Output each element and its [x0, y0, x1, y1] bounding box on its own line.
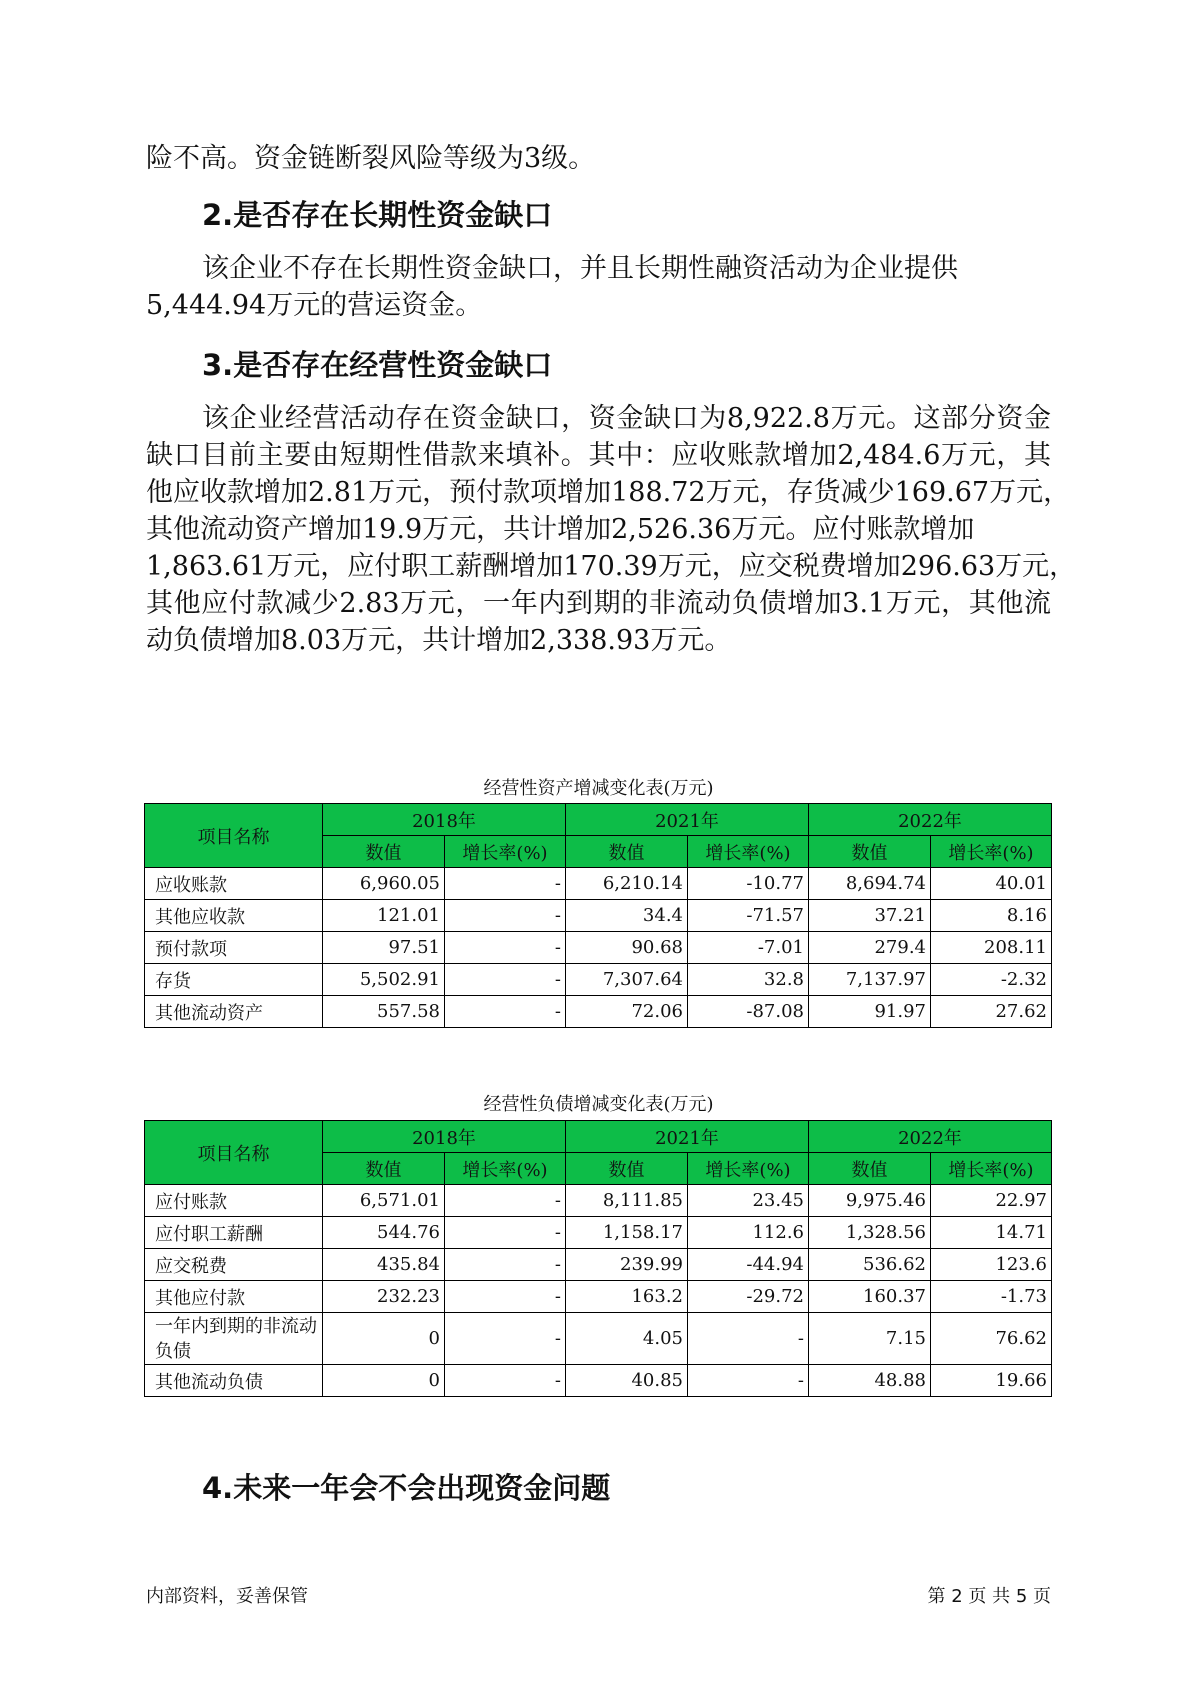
table-row — [145, 932, 1052, 964]
row-name: 一年内到期的非流动负债 — [145, 1313, 323, 1365]
row-name: 存货 — [145, 964, 323, 996]
cell-growth: 14.71 — [931, 1217, 1052, 1249]
header-value: 数值 — [566, 836, 688, 868]
cell-growth: - — [445, 932, 566, 964]
paragraph-line: 缺口目前主要由短期性借款来填补。其中：应收账款增加2,484.6万元，其 — [146, 440, 1051, 471]
cell-growth: 76.62 — [931, 1313, 1052, 1365]
cell-value: 37.21 — [809, 900, 931, 932]
cell-value: 435.84 — [323, 1249, 445, 1281]
cell-growth: -7.01 — [688, 932, 809, 964]
cell-value: 97.51 — [323, 932, 445, 964]
cell-value: 7,137.97 — [809, 964, 931, 996]
paragraph-line: 险不高。资金链断裂风险等级为3级。 — [146, 143, 596, 174]
section-heading-2: 2.是否存在长期性资金缺口 — [202, 198, 553, 232]
row-name: 其他流动资产 — [145, 996, 323, 1028]
cell-value: 6,210.14 — [566, 868, 688, 900]
header-year: 2021年 — [566, 804, 809, 836]
row-name: 预付款项 — [145, 932, 323, 964]
header-growth-rate: 增长率(%) — [931, 836, 1052, 868]
cell-value: 6,960.05 — [323, 868, 445, 900]
header-value: 数值 — [566, 1153, 688, 1185]
cell-growth: -10.77 — [688, 868, 809, 900]
cell-growth: - — [445, 1365, 566, 1397]
header-value: 数值 — [809, 1153, 931, 1185]
cell-value: 72.06 — [566, 996, 688, 1028]
paragraph-line: 其他流动资产增加19.9万元，共计增加2,526.36万元。应付账款增加 — [146, 514, 975, 545]
cell-value: 121.01 — [323, 900, 445, 932]
row-name: 应收账款 — [145, 868, 323, 900]
cell-value: 6,571.01 — [323, 1185, 445, 1217]
cell-growth: - — [445, 1281, 566, 1313]
cell-growth: -2.32 — [931, 964, 1052, 996]
header-growth-rate: 增长率(%) — [445, 1153, 566, 1185]
cell-value: 239.99 — [566, 1249, 688, 1281]
cell-growth: 8.16 — [931, 900, 1052, 932]
table-row — [145, 1185, 1052, 1217]
cell-value: 34.4 — [566, 900, 688, 932]
cell-growth: 32.8 — [688, 964, 809, 996]
cell-growth: -29.72 — [688, 1281, 809, 1313]
cell-growth: - — [445, 964, 566, 996]
cell-value: 9,975.46 — [809, 1185, 931, 1217]
header-year: 2021年 — [566, 1121, 809, 1153]
table-row — [145, 1281, 1052, 1313]
paragraph-line: 该企业不存在长期性资金缺口，并且长期性融资活动为企业提供 — [202, 253, 958, 284]
header-item-name: 项目名称 — [145, 1121, 323, 1185]
header-year: 2018年 — [323, 1121, 566, 1153]
paragraph-line: 动负债增加8.03万元，共计增加2,338.93万元。 — [146, 625, 732, 656]
table-row — [145, 900, 1052, 932]
asset-table-caption: 经营性资产增减变化表(万元) — [483, 778, 714, 799]
footer-confidential-note: 内部资料，妥善保管 — [146, 1586, 308, 1607]
table-row — [145, 1249, 1052, 1281]
paragraph-line: 该企业经营活动存在资金缺口，资金缺口为8,922.8万元。这部分资金 — [202, 403, 1051, 434]
cell-growth: - — [445, 1249, 566, 1281]
row-name: 应付账款 — [145, 1185, 323, 1217]
table-row — [145, 964, 1052, 996]
cell-growth: 23.45 — [688, 1185, 809, 1217]
cell-growth: -1.73 — [931, 1281, 1052, 1313]
footer-page-number: 第 2 页 共 5 页 — [927, 1586, 1051, 1607]
paragraph-line: 他应收款增加2.81万元，预付款项增加188.72万元，存货减少169.67万元， — [146, 477, 1071, 508]
cell-value: 1,158.17 — [566, 1217, 688, 1249]
header-year: 2022年 — [809, 804, 1052, 836]
cell-value: 8,694.74 — [809, 868, 931, 900]
continued-paragraph — [146, 140, 1051, 177]
cell-growth: 123.6 — [931, 1249, 1052, 1281]
cell-growth: - — [445, 900, 566, 932]
paragraph-line: 5,444.94万元的营运资金。 — [146, 290, 483, 321]
cell-value: 91.97 — [809, 996, 931, 1028]
cell-value: 557.58 — [323, 996, 445, 1028]
header-growth-rate: 增长率(%) — [688, 1153, 809, 1185]
cell-value: 1,328.56 — [809, 1217, 931, 1249]
table-row — [145, 1365, 1052, 1397]
cell-value: 7,307.64 — [566, 964, 688, 996]
table-row — [145, 996, 1052, 1028]
header-year: 2018年 — [323, 804, 566, 836]
cell-growth: - — [445, 1217, 566, 1249]
cell-growth: -71.57 — [688, 900, 809, 932]
cell-value: 160.37 — [809, 1281, 931, 1313]
header-growth-rate: 增长率(%) — [688, 836, 809, 868]
cell-growth: - — [445, 1185, 566, 1217]
cell-value: 7.15 — [809, 1313, 931, 1365]
asset-change-table — [144, 803, 1052, 1028]
header-year: 2022年 — [809, 1121, 1052, 1153]
cell-growth: 19.66 — [931, 1365, 1052, 1397]
row-name: 其他流动负债 — [145, 1365, 323, 1397]
cell-growth: 27.62 — [931, 996, 1052, 1028]
cell-growth: -44.94 — [688, 1249, 809, 1281]
header-growth-rate: 增长率(%) — [931, 1153, 1052, 1185]
header-value: 数值 — [323, 836, 445, 868]
cell-growth: 112.6 — [688, 1217, 809, 1249]
cell-value: 544.76 — [323, 1217, 445, 1249]
header-item-name: 项目名称 — [145, 804, 323, 868]
row-name: 应交税费 — [145, 1249, 323, 1281]
cell-value: 90.68 — [566, 932, 688, 964]
liability-change-table — [144, 1120, 1052, 1397]
table-row — [145, 1217, 1052, 1249]
section-heading-3: 3.是否存在经营性资金缺口 — [202, 348, 553, 382]
cell-growth: - — [445, 1313, 566, 1365]
cell-growth: - — [445, 996, 566, 1028]
liability-table-caption: 经营性负债增减变化表(万元) — [483, 1094, 714, 1115]
cell-value: 48.88 — [809, 1365, 931, 1397]
cell-growth: -87.08 — [688, 996, 809, 1028]
cell-value: 5,502.91 — [323, 964, 445, 996]
cell-value: 0 — [323, 1365, 445, 1397]
cell-growth: 208.11 — [931, 932, 1052, 964]
cell-value: 4.05 — [566, 1313, 688, 1365]
cell-growth: - — [688, 1313, 809, 1365]
cell-value: 163.2 — [566, 1281, 688, 1313]
section3-paragraph — [146, 400, 1077, 659]
cell-value: 279.4 — [809, 932, 931, 964]
cell-value: 40.85 — [566, 1365, 688, 1397]
header-value: 数值 — [323, 1153, 445, 1185]
paragraph-line: 1,863.61万元，应付职工薪酬增加170.39万元，应交税费增加296.63万元， — [146, 551, 1077, 582]
cell-value: 232.23 — [323, 1281, 445, 1313]
section2-paragraph — [146, 250, 1051, 324]
cell-value: 536.62 — [809, 1249, 931, 1281]
header-growth-rate: 增长率(%) — [445, 836, 566, 868]
row-name: 其他应付款 — [145, 1281, 323, 1313]
cell-growth: - — [688, 1365, 809, 1397]
cell-value: 0 — [323, 1313, 445, 1365]
paragraph-line: 其他应付款减少2.83万元，一年内到期的非流动负债增加3.1万元，其他流 — [146, 588, 1051, 619]
table-row — [145, 1313, 1052, 1365]
section-heading-4: 4.未来一年会不会出现资金问题 — [202, 1471, 611, 1505]
row-name: 其他应收款 — [145, 900, 323, 932]
cell-growth: 40.01 — [931, 868, 1052, 900]
row-name: 应付职工薪酬 — [145, 1217, 323, 1249]
cell-growth: - — [445, 868, 566, 900]
header-value: 数值 — [809, 836, 931, 868]
cell-value: 8,111.85 — [566, 1185, 688, 1217]
table-row — [145, 868, 1052, 900]
cell-growth: 22.97 — [931, 1185, 1052, 1217]
